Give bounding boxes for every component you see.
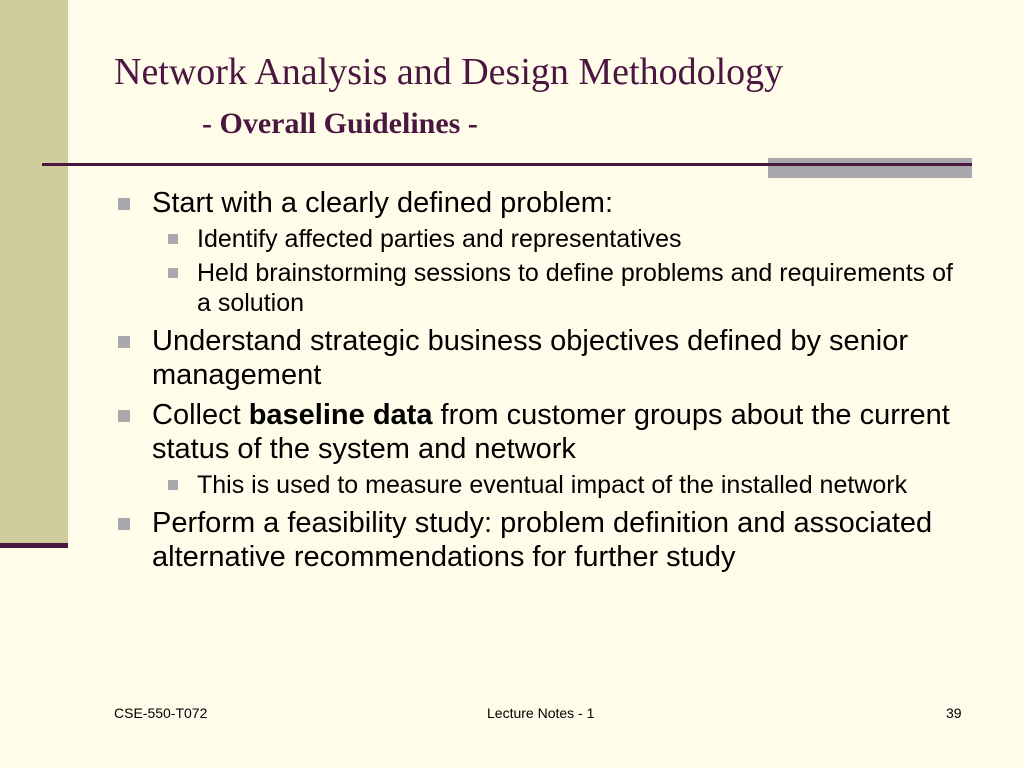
square-bullet-icon: [118, 410, 130, 422]
square-bullet-icon: [118, 336, 130, 348]
sub-bullet-text: Identify affected parties and representatives: [197, 225, 682, 253]
bullet-text: Perform a feasibility study: problem definition and associated alternative recommendations for further study: [152, 507, 933, 573]
bullet-text: Understand strategic business objectives defined by senior management: [152, 325, 909, 391]
slide-title: Network Analysis and Design Methodology: [114, 51, 784, 93]
bullet-item: [116, 186, 956, 220]
footer-course-code: CSE-550-T072: [114, 705, 208, 721]
square-bullet-icon: [118, 198, 130, 210]
accent-bar-top: [768, 158, 972, 163]
bullet-text: Start with a clearly defined problem:: [152, 187, 613, 219]
bullet-list: [116, 180, 956, 574]
square-bullet-icon: [168, 268, 178, 278]
left-decorative-rule: [0, 543, 68, 548]
bullet-text-bold: baseline data: [248, 399, 433, 431]
sub-bullet-item: [116, 224, 956, 254]
square-bullet-icon: [168, 234, 178, 244]
bullet-item: [116, 324, 956, 392]
bullet-text-after: from customer groups about the current status of the system and network: [152, 399, 950, 465]
sub-bullet-item: [116, 258, 956, 318]
sub-bullet-text: Held brainstorming sessions to define problems and requirements of a solution: [197, 259, 953, 317]
footer-title: Lecture Notes - 1: [487, 705, 595, 721]
square-bullet-icon: [118, 518, 130, 530]
sub-bullet-text: This is used to measure eventual impact of the installed network: [197, 471, 908, 499]
bullet-item: [116, 506, 956, 574]
slide-subtitle: - Overall Guidelines -: [202, 107, 478, 140]
bullet-item: [116, 398, 956, 466]
bullet-text-before: Collect: [152, 399, 249, 431]
sub-bullet-item: [116, 470, 956, 500]
footer-page-number: 39: [946, 705, 962, 721]
accent-bar-bottom: [768, 166, 972, 178]
left-decorative-band: [0, 0, 68, 545]
square-bullet-icon: [168, 480, 178, 490]
